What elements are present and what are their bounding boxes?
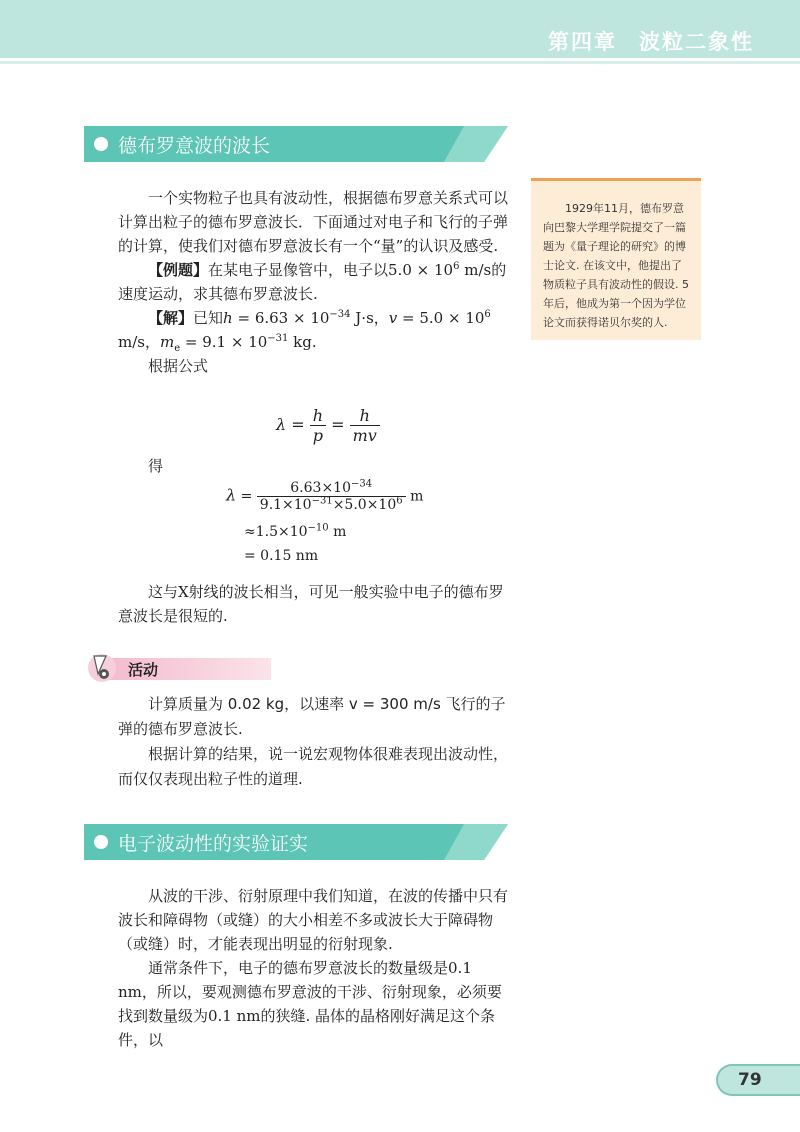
solution-label: 【解】 bbox=[148, 309, 194, 327]
bullet-dot-icon bbox=[94, 835, 108, 849]
activity-paragraph-1: 计算质量为 0.02 kg，以速率 v = 300 m/s 飞行的子弹的德布罗意波长. bbox=[118, 695, 506, 738]
formula-intro: 根据公式 bbox=[148, 357, 209, 375]
intro-paragraph: 一个实物粒子也具有波动性，根据德布罗意关系式可以计算出粒子的德布罗意波长．下面通过对电子和飞行的子弹的计算，使我们对德布罗意波长有一个“量”的认识及感受. bbox=[118, 189, 509, 255]
calculation: λ = $\frac{6.63\times 10^{-34}}{9.1\times 10^{-31}\times 5.0\times 10^6}$ m bbox=[226, 478, 424, 513]
solution-paragraph: 【解】已知$h = 6.63 \times 10^{-34}$ J·s，$v = 5.0 \times 10^6$ m/s，$m_e = 9.1 \times 10^{-31}$ kg. bbox=[118, 309, 491, 354]
v-value: 5.0 × 10 bbox=[419, 309, 485, 327]
example-text-end: m/s的速度运动，求其德布罗意波长. bbox=[118, 261, 507, 303]
conclusion-paragraph: 这与X射线的波长相当，可见一般实验中电子的德布罗意波长是很短的. bbox=[118, 583, 504, 625]
example-exponent: 6 bbox=[453, 261, 460, 272]
result-intro: 得 bbox=[148, 457, 164, 475]
activity-body bbox=[118, 692, 513, 792]
me-exponent: −31 bbox=[267, 333, 289, 344]
chapter-title: 波粒二象性 bbox=[639, 30, 754, 54]
solution-text: 已知 bbox=[193, 309, 224, 327]
formula-numerator-1: h bbox=[310, 406, 326, 426]
final-value: = 0.15 nm bbox=[244, 548, 319, 564]
h-exponent: −34 bbox=[329, 309, 351, 320]
section-heading-debroglie bbox=[84, 126, 508, 162]
chapter-heading bbox=[548, 26, 754, 56]
header-divider bbox=[0, 61, 800, 64]
activity-label: 活动 bbox=[128, 661, 159, 679]
sidenote-box bbox=[531, 178, 701, 340]
formula-numerator-2: h bbox=[350, 406, 380, 426]
page-number-tab bbox=[716, 1064, 800, 1096]
v-exponent: 6 bbox=[484, 309, 491, 320]
section-title: 电子波动性的实验证实 bbox=[118, 833, 309, 855]
me-unit: kg. bbox=[288, 333, 317, 351]
lambda-symbol: λ bbox=[276, 415, 287, 434]
activity-paragraph-2: 根据计算的结果，说一说宏观物体很难表现出波动性，而仅仅表现出粒子性的道理. bbox=[118, 745, 509, 788]
me-value: 9.1 × 10 bbox=[202, 333, 268, 351]
section2-body bbox=[118, 884, 513, 1052]
calc-numerator: $6.63\times 10^{-34}$ bbox=[257, 480, 406, 497]
chapter-number: 第四章 bbox=[548, 30, 617, 54]
calc-unit: m bbox=[410, 488, 424, 505]
calc-denominator: $9.1\times 10^{-31}\times 5.0\times 10^6$ bbox=[259, 495, 403, 513]
section-title: 德布罗意波的波长 bbox=[118, 135, 271, 157]
page-number: 79 bbox=[738, 1070, 762, 1090]
bullet-dot-icon bbox=[94, 137, 108, 151]
example-label: 【例题】 bbox=[148, 261, 209, 279]
section1-body bbox=[118, 186, 513, 378]
formula-denominator-1: p bbox=[312, 426, 323, 445]
formula-denominator-2: mv bbox=[352, 426, 377, 445]
h-unit: J·s， bbox=[350, 309, 389, 327]
approx-line: $\approx 1.5\times 10^{-10}$ m bbox=[244, 522, 347, 540]
v-unit: m/s， bbox=[118, 333, 160, 351]
activity-heading bbox=[84, 650, 274, 684]
example-text: 在某电子显像管中，电子以5.0 × 10 bbox=[208, 261, 454, 279]
section2-paragraph-2: 通常条件下，电子的德布罗意波长的数量级是0.1 nm，所以，要观测德布罗意波的干涉、衍射现象，必须要找到数量级为0.1 nm的狭缝. 晶体的晶格刚好满足这个条件，以 bbox=[118, 959, 502, 1049]
section2-paragraph-1: 从波的干涉、衍射原理中我们知道，在波的传播中只有波长和障碍物（或缝）的大小相差不多或波长大于障碍物（或缝）时，才能表现出明显的衍射现象. bbox=[118, 887, 509, 953]
sidenote-text: 1929年11月，德布罗意向巴黎大学理学院提交了一篇题为《量子理论的研究》的博士论文. 在该文中，他提出了物质粒子具有波动性的假设. 5年后，他成为第一个因为学位论文而获得诺贝尔奖的人. bbox=[543, 202, 689, 329]
example-paragraph bbox=[118, 258, 513, 306]
section-heading-experiment bbox=[84, 824, 508, 860]
h-value: 6.63 × 10 bbox=[254, 309, 330, 327]
activity-icon bbox=[84, 650, 124, 690]
debroglie-formula: λ = $\frac{h}{p}$ = $\frac{h}{mv}$ bbox=[276, 406, 380, 445]
